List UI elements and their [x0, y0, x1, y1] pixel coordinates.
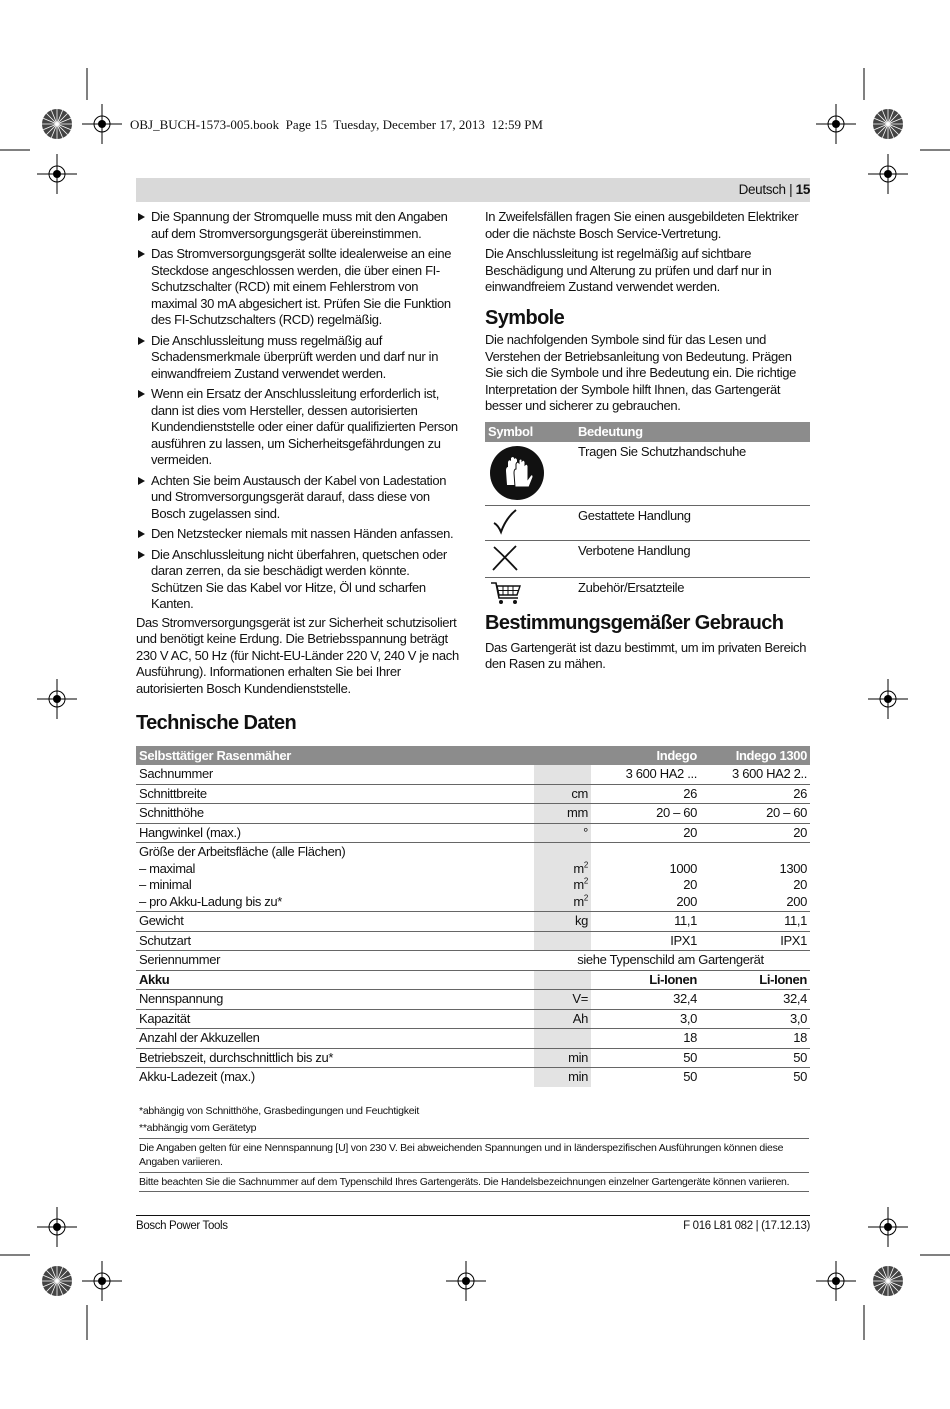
- symbol-meaning: Verbotene Handlung: [578, 542, 691, 558]
- table-row: Schnitthöhe mm 20 – 60 20 – 60: [136, 804, 810, 824]
- page-header-separator: |: [789, 182, 793, 197]
- triangle-bullet-icon: [138, 337, 145, 345]
- tech-notes: [139, 1104, 809, 1192]
- bullet-item: Die Anschlussleitung nicht überfahren, quetschen oder daran zerren, da sie beschädigt werden könnte. Schützen Sie das Kabel vor Hitze, Öl und scharfen Kanten.: [136, 547, 462, 613]
- footer-left: Bosch Power Tools: [136, 1220, 228, 1232]
- symbole-heading: Symbole: [485, 306, 565, 329]
- bullet-item: Wenn ein Ersatz der Anschlussleitung erforderlich ist, dann ist dies vom Hersteller, dessen autorisierten Kundendienststelle oder einer dafür qualifizierten Person ausführen zu lassen, um Sicherheitsgefährdungen zu vermeiden.: [136, 386, 462, 469]
- table-row: Größe der Arbeitsfläche (alle Flächen) – maximal – minimal – pro Akku-Ladung bis zu* $m^2$ $m^2$ $m^2$ 1000 20 200 1300 20 200: [136, 843, 810, 912]
- footnote: *abhängig von Schnitthöhe, Grasbedingungen und Feuchtigkeit: [139, 1105, 420, 1117]
- starburst-mark: [873, 1266, 903, 1296]
- bullet-item: Das Stromversorgungsgerät sollte idealerweise an eine Steckdose angeschlossen werden, die über einen FI-Schutzschalter (RCD) mit einem Fehlerstrom von maximal 30 mA abgesichert ist. Prüfen Sie die Funktion des FI-Schutzschalters (RCD) regelmäßig.: [136, 246, 462, 329]
- checkmark-icon: [490, 508, 520, 538]
- footnote: **abhängig vom Gerätetyp: [139, 1122, 257, 1134]
- right-paragraph-2: Die Anschlussleitung ist regelmäßig auf sichtbare Beschädigung und Alterung zu prüfen und darf nur in einwandfreiem Zustand verwendet werden.: [485, 246, 772, 294]
- table-row: Gewicht kg 11,1 11,1: [136, 912, 810, 932]
- usage-heading: Bestimmungsgemäßer Gebrauch: [485, 612, 784, 634]
- insulation-paragraph: Das Stromversorgungsgerät ist zur Sicherheit schutzisoliert und benötigt keine Erdung. Die Betriebsspannung beträgt 230 V AC, 50 Hz (für Nicht-EU-Länder 220 V, 240 V je nach Ausführung). Informationen erhalten Sie bei Ihrer autorisierten Bosch Kundendienststelle.: [136, 614, 459, 696]
- table-row: Seriennummer siehe Typenschild am Gartengerät: [136, 951, 810, 971]
- right-column: [485, 209, 811, 677]
- safety-bullet-list: [136, 209, 462, 613]
- right-paragraph-1: In Zweifelsfällen fragen Sie einen ausgebildeten Elektriker oder die nächste Bosch Service-Vertretung.: [485, 209, 799, 241]
- page-header-bar: [136, 178, 810, 202]
- shopping-cart-icon: [489, 580, 523, 606]
- symbol-column-header: Symbol: [485, 422, 575, 443]
- table-row: Nennspannung V= 32,4 32,4: [136, 990, 810, 1010]
- tech-header-indego-1300: Indego 1300: [700, 746, 810, 765]
- footnote: Die Angaben gelten für eine Nennspannung [U] von 230 V. Bei abweichenden Spannungen und in länderspezifischen Ausführungen können diese Angaben variieren.: [139, 1138, 809, 1169]
- symbol-table: [485, 422, 810, 610]
- tech-header-indego: Indego: [591, 746, 700, 765]
- meaning-column-header: Bedeutung: [575, 422, 810, 443]
- bullet-item: Achten Sie beim Austausch der Kabel von Ladestation und Stromversorgungsgerät darauf, dass diese von Bosch zugelassen sind.: [136, 473, 462, 523]
- page-header-language: Deutsch: [738, 182, 786, 197]
- table-row: Akku-Ladezeit (max.) min 50 50: [136, 1068, 810, 1087]
- table-row: Sachnummer 3 600 HA2 ... 3 600 HA2 2..: [136, 765, 810, 784]
- tech-data-table: [136, 746, 810, 1087]
- footnote: Bitte beachten Sie die Sachnummer auf dem Typenschild Ihres Gartengeräts. Die Handelsbezeichnungen einzelner Gartengeräte können variieren.: [139, 1172, 809, 1192]
- triangle-bullet-icon: [138, 213, 145, 221]
- table-row: Anzahl der Akkuzellen 18 18: [136, 1029, 810, 1049]
- bullet-item: Den Netzstecker niemals mit nassen Händen anfassen.: [136, 526, 462, 543]
- symbol-meaning: Tragen Sie Schutzhandschuhe: [578, 444, 746, 459]
- table-row: Akku Li-Ionen Li-Ionen: [136, 970, 810, 990]
- triangle-bullet-icon: [138, 551, 145, 559]
- table-row: Schutzart IPX1 IPX1: [136, 931, 810, 951]
- gloves-icon: [489, 445, 545, 501]
- tech-header-label: Selbsttätiger Rasenmäher: [136, 746, 534, 765]
- usage-paragraph: Das Gartengerät ist dazu bestimmt, um im privaten Bereich den Rasen zu mähen.: [485, 639, 807, 671]
- symbol-meaning: Gestattete Handlung: [578, 507, 691, 523]
- left-column: [136, 209, 462, 701]
- page-number: 15: [795, 182, 810, 197]
- table-row: Kapazität Ah 3,0 3,0: [136, 1009, 810, 1029]
- triangle-bullet-icon: [138, 250, 145, 258]
- page-header: [739, 182, 810, 199]
- table-row: Schnittbreite cm 26 26: [136, 784, 810, 804]
- table-row: Hangwinkel (max.) ° 20 20: [136, 823, 810, 843]
- tech-data-heading: Technische Daten: [136, 712, 297, 734]
- bullet-item: Die Spannung der Stromquelle muss mit den Angaben auf dem Stromversorgungsgerät übereinstimmen.: [136, 209, 462, 242]
- triangle-bullet-icon: [138, 530, 145, 538]
- starburst-mark: [873, 109, 903, 139]
- triangle-bullet-icon: [138, 390, 145, 398]
- symbole-paragraph: Die nachfolgenden Symbole sind für das Lesen und Verstehen der Betriebsanleitung von Bedeutung. Prägen Sie sich die Symbole und ihre Bedeutung ein. Die richtige Interpretation der Symbole hilft Ihnen, das Gartengerät besser und sicherer zu gebrauchen.: [485, 332, 797, 413]
- table-row: Betriebszeit, durchschnittlich bis zu* min 50 50: [136, 1048, 810, 1068]
- cross-icon: [490, 543, 520, 573]
- starburst-mark: [42, 1266, 72, 1296]
- footer-rule: [136, 1215, 810, 1216]
- triangle-bullet-icon: [138, 477, 145, 485]
- bullet-item: Die Anschlussleitung muss regelmäßig auf Schadensmerkmale überprüft werden und darf nur in einwandfreiem Zustand verwendet werden.: [136, 333, 462, 383]
- print-header: OBJ_BUCH-1573-005.book Page 15 Tuesday, December 17, 2013 12:59 PM: [130, 117, 543, 132]
- footer-right: F 016 L81 082 | (17.12.13): [683, 1220, 810, 1232]
- symbol-meaning: Zubehör/Ersatzteile: [578, 579, 685, 595]
- starburst-mark: [42, 109, 72, 139]
